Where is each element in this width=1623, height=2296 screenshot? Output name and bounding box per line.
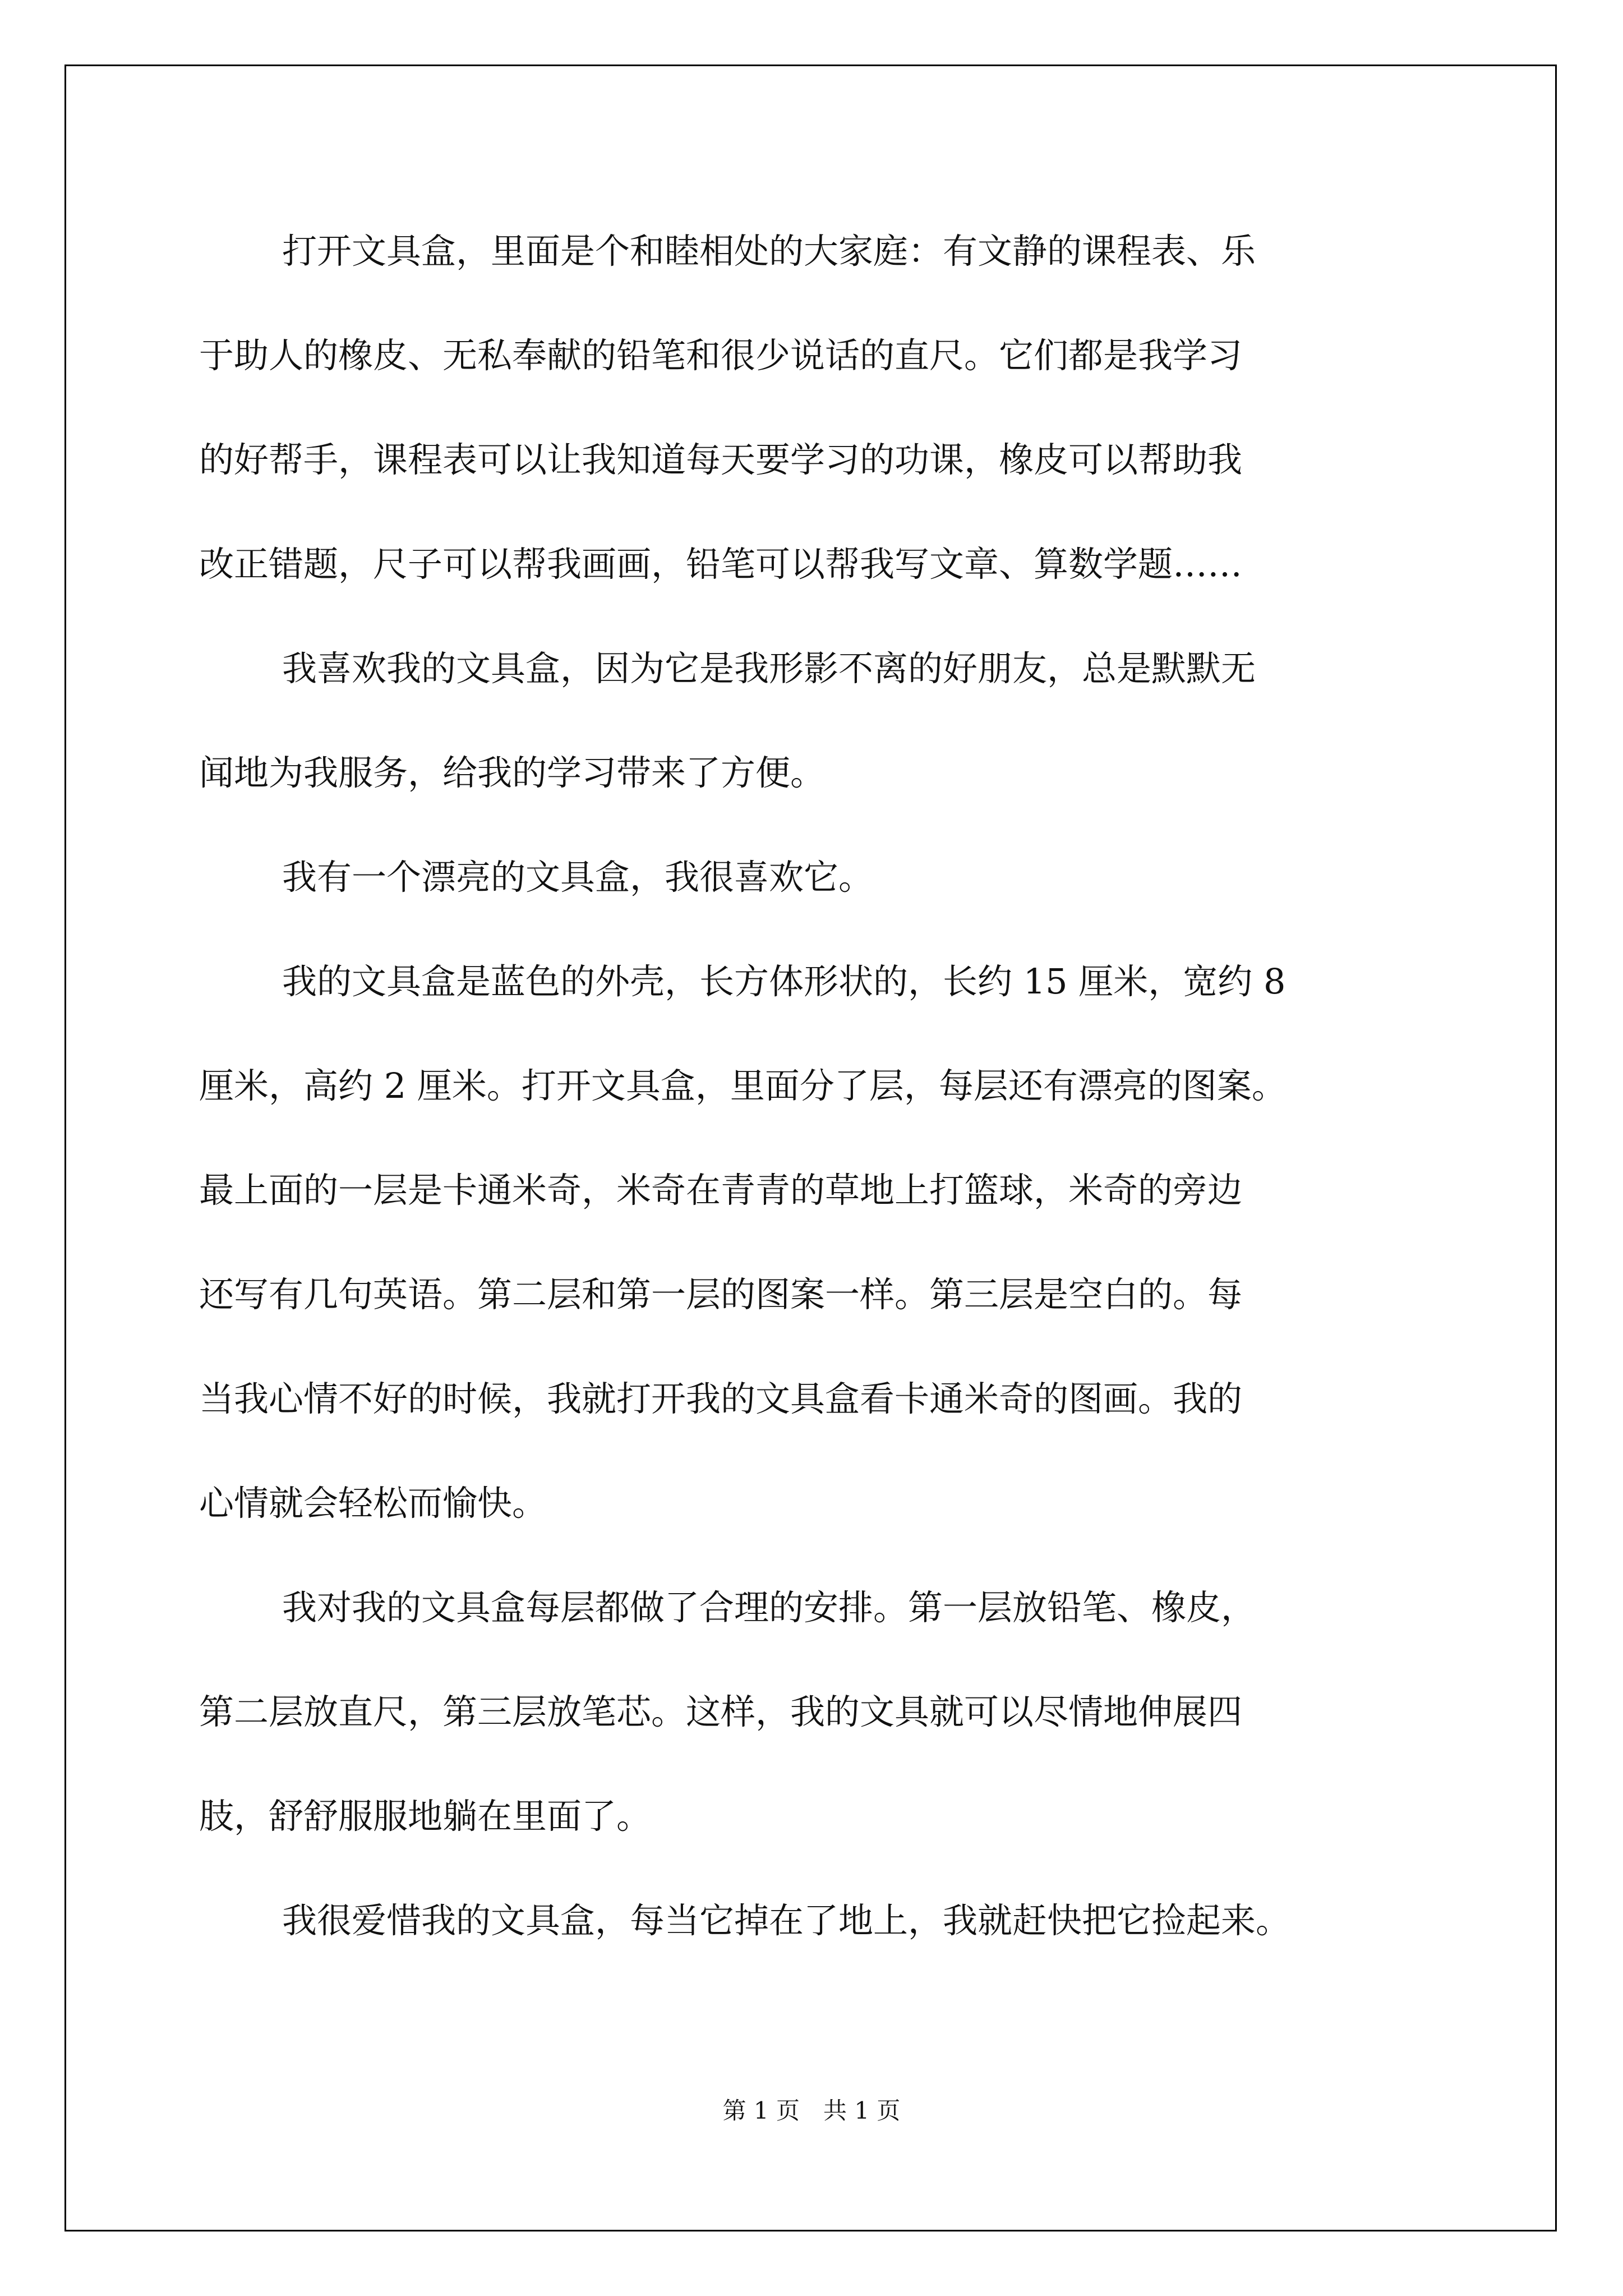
paragraph-line: 我有一个漂亮的文具盒，我很喜欢它。	[282, 857, 874, 898]
paragraph-line: 改正错题，尺子可以帮我画画，铅笔可以帮我写文章、算数学题……	[199, 544, 1243, 585]
paragraph-line: 肢，舒舒服服地躺在里面了。	[199, 1796, 652, 1837]
paragraph-line: 我的文具盒是蓝色的外壳，长方体形状的，长约 15 厘米，宽约 8	[282, 961, 1286, 1002]
paragraph-line: 于助人的橡皮、无私奉献的铅笔和很少说话的直尺。它们都是我学习	[199, 335, 1243, 376]
paragraph-line: 心情就会轻松而愉快。	[199, 1483, 547, 1524]
paragraph-line: 的好帮手，课程表可以让我知道每天要学习的功课，橡皮可以帮助我	[199, 439, 1243, 480]
paragraph-line: 我对我的文具盒每层都做了合理的安排。第一层放铅笔、橡皮，	[282, 1587, 1256, 1628]
paragraph-line: 当我心情不好的时候，我就打开我的文具盒看卡通米奇的图画。我的	[199, 1378, 1243, 1419]
page-footer: 第 1 页 共 1 页	[722, 2097, 901, 2124]
paragraph-line: 我喜欢我的文具盒，因为它是我形影不离的好朋友，总是默默无	[282, 648, 1256, 689]
paragraph-line: 第二层放直尺，第三层放笔芯。这样，我的文具就可以尽情地伸展四	[199, 1691, 1243, 1732]
paragraph-line: 厘米，高约 2 厘米。打开文具盒，里面分了层，每层还有漂亮的图案。	[199, 1065, 1287, 1106]
document-body	[199, 209, 1427, 1983]
paragraph-line: 闻地为我服务，给我的学习带来了方便。	[199, 752, 826, 793]
paragraph-line: 打开文具盒，里面是个和睦相处的大家庭：有文静的课程表、乐	[282, 231, 1256, 272]
paragraph-line: 还写有几句英语。第二层和第一层的图案一样。第三层是空白的。每	[199, 1274, 1243, 1315]
paragraph-line: 最上面的一层是卡通米奇，米奇在青青的草地上打篮球，米奇的旁边	[199, 1170, 1243, 1211]
paragraph-line: 我很爱惜我的文具盒，每当它掉在了地上，我就赶快把它捡起来。	[282, 1900, 1291, 1941]
